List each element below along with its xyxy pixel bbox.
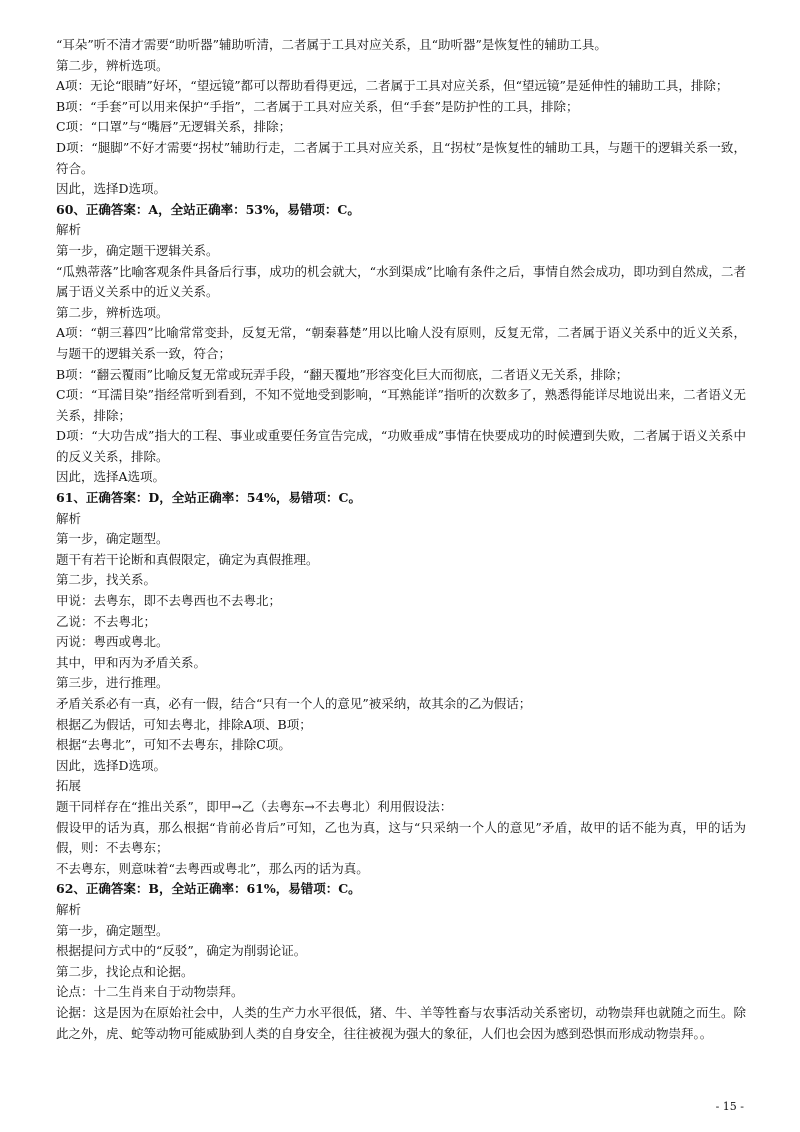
- text-line: 拓展: [56, 778, 82, 794]
- text-line: 第二步，找关系。: [56, 572, 157, 588]
- text-line: C项：“耳濡目染”指经常听到看到，不知不觉地受到影响，“耳熟能详”指听的次数多了，熟悉得能详尽地说出来，二者语义无关系，排除；: [56, 387, 746, 423]
- text-line: 论点：十二生肖来自于动物崇拜。: [56, 984, 244, 1000]
- text-line: 解析: [56, 510, 82, 526]
- answer-heading: 61、正确答案：D，全站正确率：54%，易错项：C。: [56, 490, 361, 506]
- text-line: A项：“朝三暮四”比喻常常变卦，反复无常，“朝秦暮楚”用以比喻人没有原则，反复无常，二者属于语义关系中的近义关系，与题干的逻辑关系一致，符合；: [56, 325, 746, 361]
- text-line: 论据：这是因为在原始社会中，人类的生产力水平很低，猪、牛、羊等牲畜与农事活动关系密切，动物崇拜也就随之而生。除此之外，虎、蛇等动物可能威胁到人类的自身安全，往往被视为强大的象征，人们也会因为感到恐惧而形成动物崇拜。。: [56, 1004, 746, 1041]
- text-line: 矛盾关系必有一真，必有一假，结合“只有一个人的意见”被采纳，故其余的乙为假话；: [56, 696, 532, 711]
- text-line: 假设甲的话为真，那么根据“肯前必肯后”可知，乙也为真，这与“只采纳一个人的意见”矛盾，故甲的话不能为真，甲的话为假，则：不去粤东；: [56, 819, 746, 856]
- text-line: 第一步，确定题干逻辑关系。: [56, 242, 219, 258]
- answer-heading: 62、正确答案：B，全站正确率：61%，易错项：C。: [56, 881, 361, 897]
- text-line: 甲说：去粤东，即不去粤西也不去粤北；: [56, 593, 282, 609]
- text-line: 第二步，找论点和论据。: [56, 963, 194, 979]
- text-line: 第二步，辨析选项。: [56, 57, 169, 73]
- document-body: [56, 35, 746, 1044]
- text-line: “耳朵”听不清才需要“助听器”辅助听清，二者属于工具对应关系，且“助听器”是恢复性的辅助工具。: [56, 37, 607, 52]
- text-line: 题干有若干论断和真假限定，确定为真假推理。: [56, 551, 319, 567]
- text-line: 解析: [56, 222, 82, 238]
- text-line: 因此，选择D选项。: [56, 181, 167, 197]
- text-line: 其中，甲和丙为矛盾关系。: [56, 654, 207, 670]
- text-line: 解析: [56, 901, 82, 917]
- text-line: 因此，选择D选项。: [56, 757, 167, 773]
- text-line: B项：“翻云覆雨”比喻反复无常或玩弄手段，“翻天覆地”形容变化巨大而彻底，二者语义无关系，排除；: [56, 366, 629, 382]
- text-line: D项：“大功告成”指大的工程、事业或重要任务宣告完成，“功败垂成”事情在快要成功的时候遭到失败，二者属于语义关系中的反义关系，排除。: [56, 428, 746, 464]
- text-line: 因此，选择A选项。: [56, 469, 166, 485]
- text-line: 乙说：不去粤北；: [56, 613, 157, 629]
- text-line: 第二步，辨析选项。: [56, 304, 169, 320]
- text-line: 题干同样存在“推出关系”，即甲→乙（去粤东→不去粤北）利用假设法：: [56, 798, 453, 814]
- text-line: “瓜熟蒂落”比喻客观条件具备后行事，成功的机会就大，“水到渠成”比喻有条件之后，事情自然会成功，即功到自然成，二者属于语义关系中的近义关系。: [56, 263, 746, 300]
- text-line: 丙说：粤西或粤北。: [56, 634, 169, 650]
- text-line: 根据乙为假话，可知去粤北，排除A项、B项；: [56, 716, 312, 732]
- answer-heading: 60、正确答案：A，全站正确率：53%，易错项：C。: [56, 201, 360, 217]
- text-line: A项：无论“眼睛”好坏，“望远镜”都可以帮助看得更远，二者属于工具对应关系，但“望远镜”是延伸性的辅助工具，排除；: [56, 78, 729, 94]
- text-line: 根据“去粤北”，可知不去粤东，排除C项。: [56, 737, 291, 753]
- text-line: 根据提问方式中的“反驳”，确定为削弱论证。: [56, 943, 307, 959]
- text-line: 第三步，进行推理。: [56, 675, 169, 691]
- text-line: 第一步，确定题型。: [56, 922, 169, 938]
- text-line: 不去粤东，则意味着“去粤西或粤北”，那么丙的话为真。: [56, 860, 369, 876]
- text-line: 第一步，确定题型。: [56, 531, 169, 547]
- text-line: B项：“手套”可以用来保护“手指”，二者属于工具对应关系，但“手套”是防护性的工具，排除；: [56, 98, 579, 114]
- text-line: D项：“腿脚”不好才需要“拐杖”辅助行走，二者属于工具对应关系，且“拐杖”是恢复性的辅助工具，与题干的逻辑关系一致，符合。: [56, 139, 746, 176]
- text-line: C项：“口罩”与“嘴唇”无逻辑关系，排除；: [56, 119, 292, 135]
- page-number: - 15 -: [715, 1100, 744, 1113]
